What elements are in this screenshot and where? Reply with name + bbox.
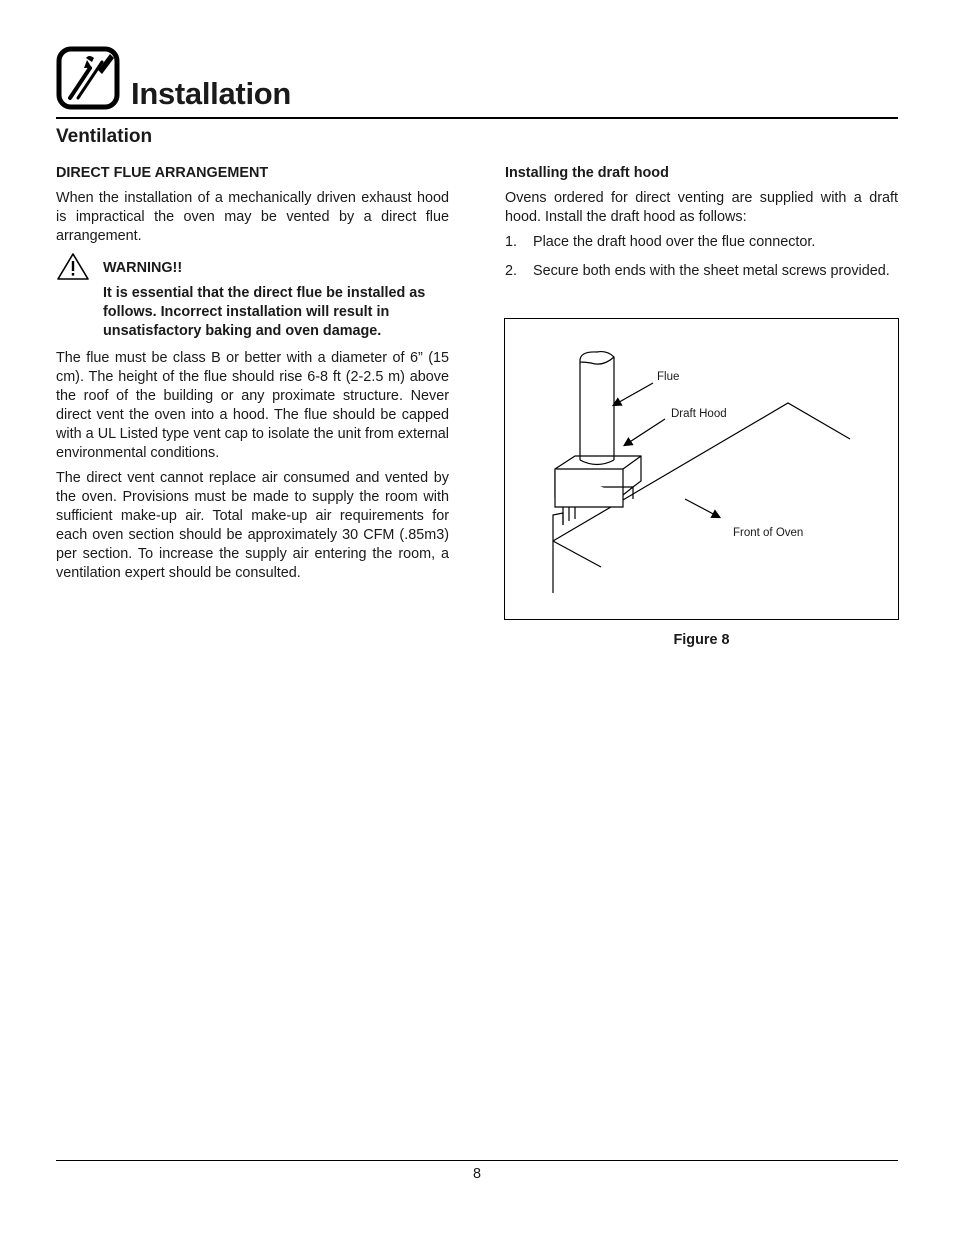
page-title: Installation (131, 76, 292, 111)
install-steps (505, 233, 898, 281)
header-divider (56, 117, 898, 119)
front-callout-arrow (685, 499, 719, 517)
draft-hood-subhead: Installing the draft hood (505, 165, 669, 181)
right-column (505, 164, 898, 291)
draft-hood-label: Draft Hood (671, 408, 727, 420)
section-title: Ventilation (56, 126, 153, 147)
direct-flue-intro: When the installation of a mechanically driven exhaust hood is impractical the oven may be vented by a direct flue arrangement. (56, 190, 449, 244)
flue-label: Flue (657, 371, 680, 383)
wrench-screwdriver-icon (56, 46, 120, 110)
warning-heading: WARNING!! (103, 260, 183, 276)
figure-caption: Figure 8 (673, 632, 730, 648)
list-item (505, 233, 898, 252)
figure-8-diagram (504, 318, 899, 620)
make-up-air-paragraph: The direct vent cannot replace air consumed and vented by the oven. Provisions must be made to supply the room with sufficient make-up air. Total make-up air requirements for each oven section should be approximately 30 CFM (.85m3) per section. To increase the supply air entering the room, a ventilation expert should be consulted. (56, 470, 449, 581)
step-text: Place the draft hood over the flue connector. (533, 234, 816, 250)
flue-callout-arrow (614, 383, 653, 405)
draft-hood-callout-arrow (625, 419, 665, 445)
warning-block (56, 259, 449, 341)
oven-side-edge (553, 541, 601, 567)
warning-body: It is essential that the direct flue be installed as follows. Incorrect installation will result in unsatisfactory baking and oven damage. (103, 285, 426, 339)
list-item (505, 262, 898, 281)
flue-requirements-paragraph: The flue must be class B or better with a diameter of 6” (15 cm). The height of the flue should rise 6-8 ft (2-2.5 m) above the roof of the building or any proximate structure. Never direct vent the oven into a hood. The flue should be capped with a UL Listed type vent cap to isolate the unit from external environmental conditions. (56, 350, 449, 461)
step-number: 1. (505, 234, 518, 250)
left-column (56, 164, 449, 589)
front-of-oven-label: Front of Oven (733, 527, 804, 539)
step-text: Secure both ends with the sheet metal screws provided. (533, 263, 890, 279)
page-number: 8 (472, 1166, 481, 1182)
warning-triangle-icon (56, 252, 90, 282)
flue-cap (580, 352, 614, 365)
step-number: 2. (505, 263, 518, 279)
direct-flue-subhead: DIRECT FLUE ARRANGEMENT (56, 165, 269, 181)
footer-divider (56, 1160, 898, 1161)
draft-hood-intro: Ovens ordered for direct venting are supplied with a draft hood. Install the draft hood as follows: (505, 190, 898, 225)
